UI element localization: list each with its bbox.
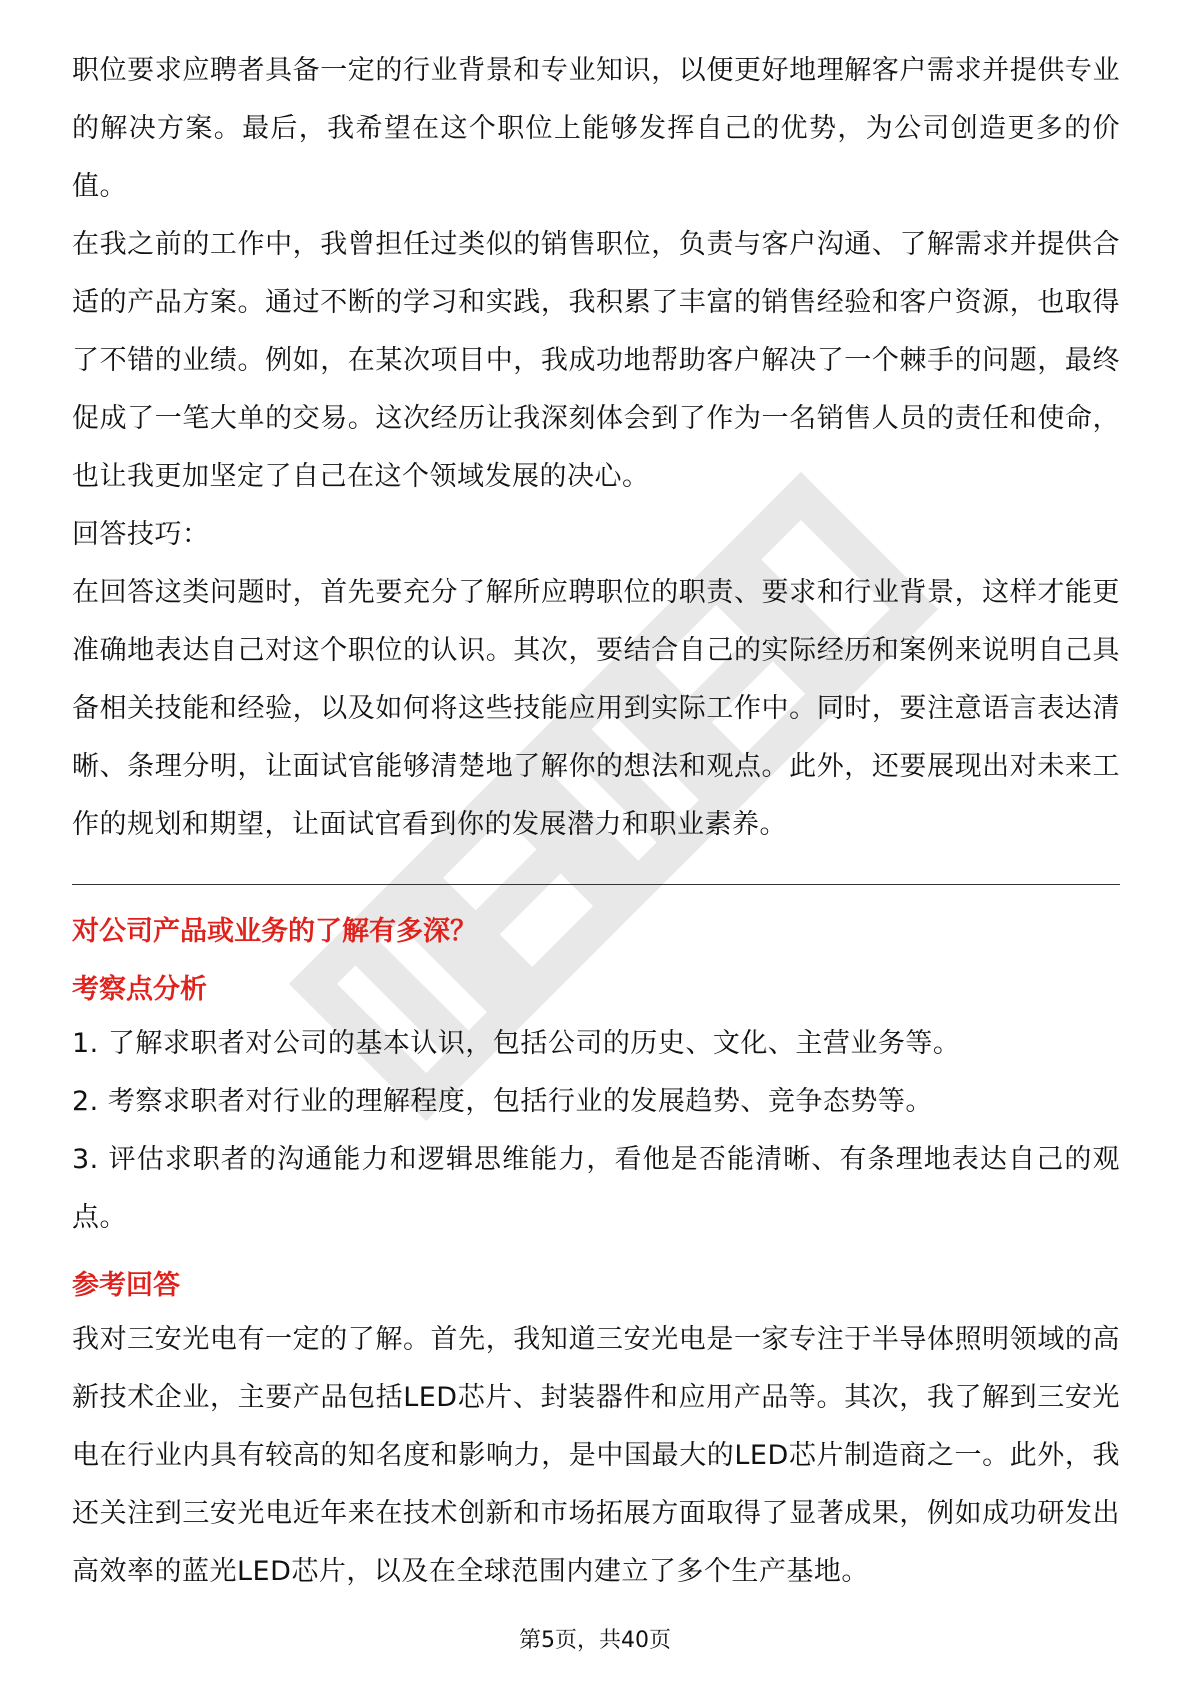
paragraph-experience: 在我之前的工作中，我曾担任过类似的销售职位，负责与客户沟通、了解需求并提供合适的产品方案。通过不断的学习和实践，我积累了丰富的销售经验和客户资源，也取得了不错的业绩。例如，在某次项目中，我成功地帮助客户解决了一个棘手的问题，最终促成了一笔大单的交易。这次经历让我深刻体会到了作为一名销售人员的责任和使命，也让我更加坚定了自己在这个领域发展的决心。 [72, 229, 1120, 492]
analysis-point-3: 3. 评估求职者的沟通能力和逻辑思维能力，看他是否能清晰、有条理地表达自己的观点。 [72, 1144, 1120, 1233]
tips-text: 在回答这类问题时，首先要充分了解所应聘职位的职责、要求和行业背景，这样才能更准确地表达自己对这个职位的认识。其次，要结合自己的实际经历和案例来说明自己具备相关技能和经验，以及如何将这些技能应用到实际工作中。同时，要注意语言表达清晰、条理分明，让面试官能够清楚地了解你的想法和观点。此外，还要展现出对未来工作的规划和期望，让面试官看到你的发展潜力和职业素养。 [72, 577, 1120, 840]
answer-text: 我对三安光电有一定的了解。首先，我知道三安光电是一家专注于半导体照明领域的高新技术企业，主要产品包括LED芯片、封装器件和应用产品等。其次，我了解到三安光电在行业内具有较高的知名度和影响力，是中国最大的LED芯片制造商之一。此外，我还关注到三安光电近年来在技术创新和市场拓展方面取得了显著成果，例如成功研发出高效率的蓝光LED芯片，以及在全球范围内建立了多个生产基地。 [72, 1324, 1120, 1587]
answer-heading: 参考回答 [72, 1270, 180, 1301]
page-number: 第5页，共40页 [519, 1628, 671, 1653]
question-title: 对公司产品或业务的了解有多深？ [72, 916, 477, 947]
tips-label: 回答技巧： [72, 519, 210, 550]
section-divider [72, 884, 1120, 885]
page-content [72, 42, 1120, 1601]
analysis-point-1: 1. 了解求职者对公司的基本认识，包括公司的历史、文化、主营业务等。 [72, 1028, 961, 1059]
paragraph-job-requirements: 职位要求应聘者具备一定的行业背景和专业知识，以便更好地理解客户需求并提供专业的解决方案。最后，我希望在这个职位上能够发挥自己的优势，为公司创造更多的价值。 [72, 55, 1120, 202]
analysis-point-2: 2. 考察求职者对行业的理解程度，包括行业的发展趋势、竞争态势等。 [72, 1086, 933, 1117]
analysis-heading: 考察点分析 [72, 974, 207, 1005]
